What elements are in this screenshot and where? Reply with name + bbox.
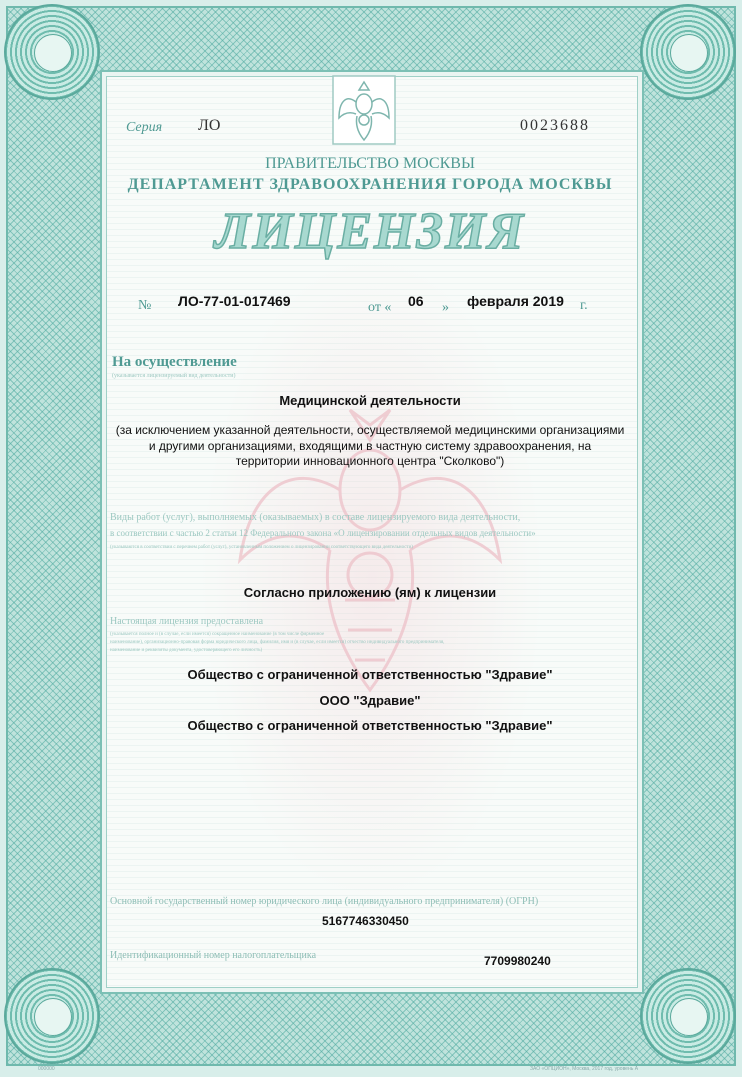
- works-sublabel: (указываются в соответствии с перечнем работ (услуг), установленным положением о лицензировании соответствующего вида деятельности): [110, 545, 413, 550]
- rosette-top-left: [4, 4, 100, 100]
- series-number: 0023688: [520, 117, 590, 134]
- activity-note-line-1: (за исключением указанной деятельности, осуществляемой медицинскими организациями: [115, 423, 625, 437]
- coat-of-arms-icon: [331, 74, 397, 146]
- activity-note-line-2: и другими организациями, входящими в частную систему здравоохранения, на: [148, 439, 592, 453]
- footer-right-text: ЗАО «ОПЦИОН», Москва, 2017 год, уровень А: [530, 1066, 639, 1072]
- activity-label: На осуществление: [112, 354, 237, 370]
- inn-value: 7709980240: [484, 954, 551, 968]
- issuer-department: ДЕПАРТАМЕНТ ЗДРАВООХРАНЕНИЯ ГОРОДА МОСКВЫ: [127, 176, 613, 193]
- rosette-bottom-right: [640, 968, 736, 1064]
- holder-short-name: ООО "Здравие": [319, 693, 421, 708]
- holder-full-name: Общество с ограниченной ответственностью "Здравие": [187, 667, 553, 682]
- document-title: ЛИЦЕНЗИЯ: [214, 203, 526, 260]
- series-value: ЛО: [198, 117, 221, 134]
- series-label: Серия: [126, 120, 163, 135]
- holder-firm-name: Общество с ограниченной ответственностью "Здравие": [187, 718, 553, 733]
- license-number: ЛО-77-01-017469: [178, 293, 291, 309]
- holder-sublabel-line-2: наименование), организационно-правовая форма юридического лица, фамилия, имя и (в случае, если имеется) отчество индивидуального предпринимателя,: [110, 640, 445, 645]
- activity-sublabel: (указывается лицензируемый вид деятельности): [112, 373, 236, 379]
- holder-sublabel-line-3: наименование и реквизиты документа, удостоверяющего его личность): [110, 648, 263, 653]
- holder-label: Настоящая лицензия предоставлена: [110, 616, 264, 627]
- year-suffix: г.: [580, 298, 588, 313]
- rosette-bottom-left: [4, 968, 100, 1064]
- activity-note-line-3: территории инновационного центра "Сколково"): [235, 454, 505, 468]
- holder-sublabel-line-1: (указывается полное и (в случае, если имеется) сокращенное наименование (в том числе фирменное: [110, 632, 325, 637]
- activity-name: Медицинской деятельности: [279, 393, 461, 408]
- license-month-year: февраля 2019: [467, 293, 564, 309]
- date-day-close: »: [442, 300, 449, 315]
- ogrn-label: Основной государственный номер юридического лица (индивидуального предпринимателя) (ОГРН): [110, 896, 539, 907]
- license-day: 06: [408, 293, 424, 309]
- works-label-line-1: Виды работ (услуг), выполняемых (оказываемых) в составе лицензируемого вида деятельности,: [110, 512, 521, 523]
- license-number-label: №: [138, 298, 152, 313]
- inn-label: Идентификационный номер налогоплательщика: [110, 950, 317, 961]
- rosette-top-right: [640, 4, 736, 100]
- date-from-label: от «: [368, 300, 392, 315]
- ogrn-value: 5167746330450: [322, 914, 409, 928]
- works-label-line-2: в соответствии с частью 2 статьи 12 Федерального закона «О лицензировании отдельных видов деятельности»: [110, 528, 536, 538]
- issuer-government: ПРАВИТЕЛЬСТВО МОСКВЫ: [265, 155, 475, 172]
- footer-left-text: 000000: [38, 1066, 55, 1072]
- works-value: Согласно приложению (ям) к лицензии: [243, 585, 497, 600]
